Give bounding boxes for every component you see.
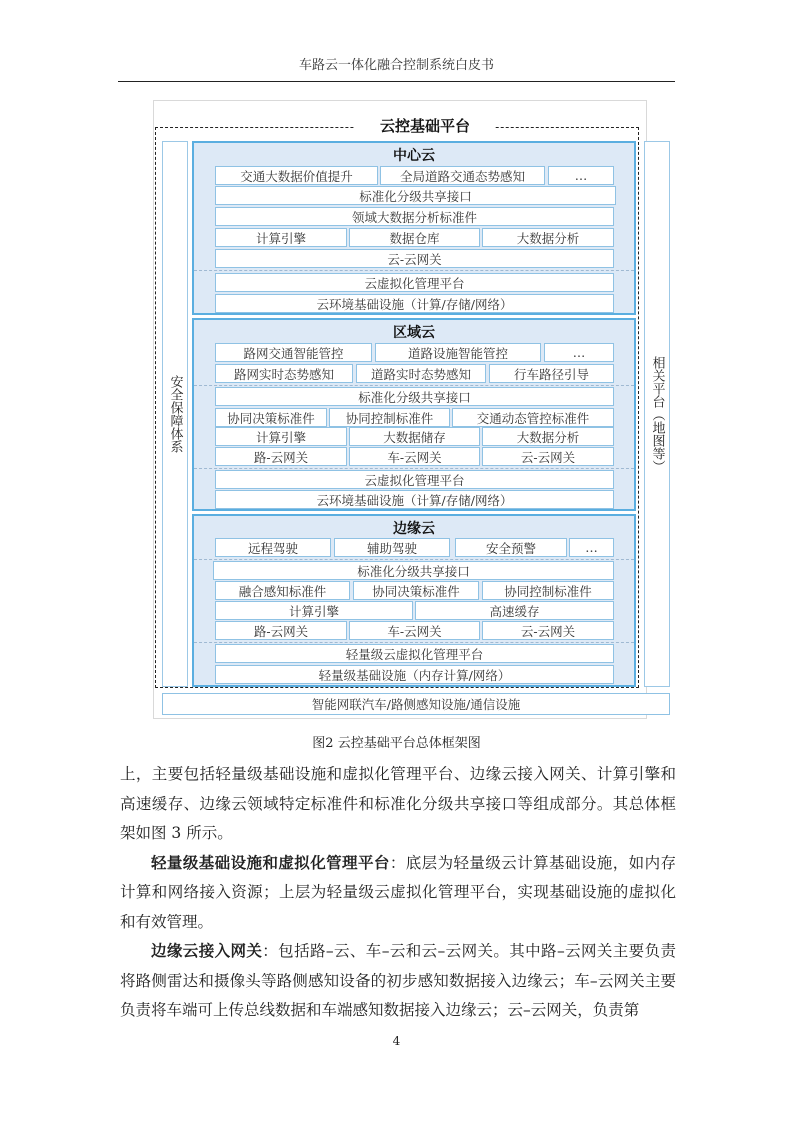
ec-box: 路-云网关 bbox=[215, 621, 347, 640]
rc-box: 大数据储存 bbox=[349, 427, 480, 446]
center-cloud-title: 中心云 bbox=[393, 148, 435, 164]
rc-box: 大数据分析 bbox=[482, 427, 614, 446]
page-number: 4 bbox=[392, 1034, 401, 1048]
layer-separator bbox=[194, 270, 634, 271]
security-system-column bbox=[162, 141, 188, 687]
center-cloud-panel bbox=[192, 141, 636, 315]
ec-box: 轻量级云虚拟化管理平台 bbox=[215, 644, 614, 663]
infrastructure-bar: 智能网联汽车/路侧感知设施/通信设施 bbox=[162, 693, 670, 715]
ec-box: 辅助驾驶 bbox=[334, 538, 450, 557]
ec-box: 云-云网关 bbox=[482, 621, 614, 640]
rc-box: 计算引擎 bbox=[215, 427, 347, 446]
related-platform-label: 相关平台（地图等） bbox=[649, 355, 665, 473]
rc-box: 行车路径引导 bbox=[489, 364, 614, 383]
cc-box: 大数据分析 bbox=[482, 228, 614, 247]
rc-box: 路-云网关 bbox=[215, 447, 347, 466]
rc-box: 协同控制标准件 bbox=[329, 408, 450, 427]
paragraph-2-text: ：底层为轻量级云计算基础设施，如内存计算和网络接入资源；上层为轻量级云虚拟化管理平台，实现基础设施的虚拟化和有效管理。 bbox=[120, 853, 676, 931]
layer-separator bbox=[194, 642, 634, 643]
rc-box: 交通动态管控标准件 bbox=[452, 408, 614, 427]
ec-box: 标准化分级共享接口 bbox=[213, 561, 614, 580]
ec-box: 远程驾驶 bbox=[215, 538, 331, 557]
ec-box: 高速缓存 bbox=[415, 601, 614, 620]
running-header: 车路云一体化融合控制系统白皮书 bbox=[298, 58, 494, 73]
cc-box: 标准化分级共享接口 bbox=[215, 186, 616, 205]
cc-box: 全局道路交通态势感知 bbox=[380, 166, 545, 185]
ec-box: 安全预警 bbox=[455, 538, 567, 557]
rc-box: 协同决策标准件 bbox=[215, 408, 327, 427]
ec-box: 计算引擎 bbox=[215, 601, 413, 620]
rc-box: 路网实时态势感知 bbox=[215, 364, 353, 383]
rc-box: 云虚拟化管理平台 bbox=[215, 470, 614, 489]
rc-box-ellipsis: … bbox=[544, 343, 614, 362]
layer-separator bbox=[194, 385, 634, 386]
cc-box: 交通大数据价值提升 bbox=[215, 166, 378, 185]
paragraph-2 bbox=[120, 849, 676, 938]
cc-box: 领域大数据分析标准件 bbox=[215, 207, 614, 226]
cc-box: 云-云网关 bbox=[215, 249, 614, 268]
rc-box: 标准化分级共享接口 bbox=[215, 387, 614, 406]
edge-cloud-panel bbox=[192, 514, 636, 687]
rc-box: 车-云网关 bbox=[349, 447, 480, 466]
rc-box: 云环境基础设施（计算/存储/网络） bbox=[215, 490, 614, 509]
layer-separator bbox=[194, 559, 634, 560]
regional-cloud-panel bbox=[192, 318, 636, 511]
layer-separator bbox=[194, 468, 634, 469]
paragraph-2-heading: 轻量级基础设施和虚拟化管理平台 bbox=[151, 853, 390, 872]
cc-box: 计算引擎 bbox=[215, 228, 347, 247]
cc-box: 云环境基础设施（计算/存储/网络） bbox=[215, 294, 614, 313]
cc-box: 数据仓库 bbox=[349, 228, 480, 247]
ec-box: 轻量级基础设施（内存计算/网络） bbox=[215, 665, 614, 684]
ec-box: 车-云网关 bbox=[349, 621, 480, 640]
rc-box: 路网交通智能管控 bbox=[215, 343, 372, 362]
cc-box-ellipsis: … bbox=[548, 166, 614, 185]
rc-box: 云-云网关 bbox=[482, 447, 614, 466]
paragraph-3-heading: 边缘云接入网关 bbox=[151, 942, 263, 960]
body-text bbox=[120, 760, 676, 1026]
ec-box-ellipsis: … bbox=[569, 538, 614, 557]
security-system-label: 安全保障体系 bbox=[167, 375, 183, 453]
paragraph-1: 上，主要包括轻量级基础设施和虚拟化管理平台、边缘云接入网关、计算引擎和高速缓存、边缘云领域特定标准件和标准化分级共享接口等组成部分。其总体框架如图 3 所示。 bbox=[120, 765, 676, 842]
paragraph-3 bbox=[120, 937, 676, 1026]
ec-box: 协同控制标准件 bbox=[482, 581, 614, 600]
figure-title: 云控基础平台 bbox=[355, 115, 495, 136]
regional-cloud-title: 区域云 bbox=[393, 325, 435, 341]
ec-box: 融合感知标准件 bbox=[215, 581, 350, 600]
ec-box: 协同决策标准件 bbox=[353, 581, 479, 600]
header-rule bbox=[118, 81, 675, 82]
related-platform-column bbox=[644, 141, 670, 687]
paragraph-3-text: ：包括路–云、车–云和云–云网关。其中路–云网关主要负责将路侧雷达和摄像头等路侧感知设备的初步感知数据接入边缘云；车–云网关主要负责将车端可上传总线数据和车端感知数据接入边缘云；云–云网关，负责第 bbox=[120, 942, 676, 1019]
figure-caption: 图2 云控基础平台总体框架图 bbox=[312, 736, 481, 751]
edge-cloud-title: 边缘云 bbox=[393, 521, 435, 537]
rc-box: 道路实时态势感知 bbox=[356, 364, 486, 383]
rc-box: 道路设施智能管控 bbox=[375, 343, 541, 362]
cc-box: 云虚拟化管理平台 bbox=[215, 273, 614, 292]
